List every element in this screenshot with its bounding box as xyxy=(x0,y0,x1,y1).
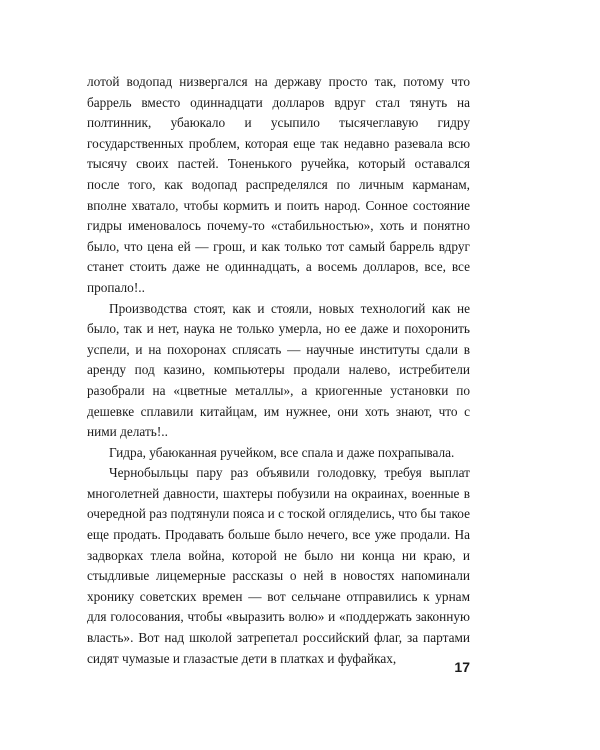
body-text xyxy=(87,72,470,669)
page-number: 17 xyxy=(454,659,470,675)
paragraph-3: Гидра, убаюканная ручейком, все спала и даже похрапывала. xyxy=(109,444,455,460)
paragraph-2: Производства стоят, как и стояли, новых технологий как не было, так и нет, наука не только умерла, но ее даже и похоронить успели, и на похоронах сплясать — научные институты сдали в аренду под казино, компьютеры продали налево, истребители разобрали на «цветные металлы», а криогенные установки по дешевке сплавили китайцам, им нужнее, они хоть знают, что с ними делать!.. xyxy=(87,300,470,440)
paragraph-1: лотой водопад низвергался на державу просто так, потому что баррель вместо одиннадцати долларов вдруг стал тянуть на полтинник, убаюкало и усыпило тысячеглавую гидру государственных проблем, которая еще так недавно разевала всю тысячу своих пастей. Тоненького ручейка, который оставался после того, как водопад распределялся по личным карманам, вполне хватало, чтобы кормить и поить народ. Сонное состояние гидры именовалось почему-то «стабильностью», хоть и понятно было, что цена ей — грош, и как только тот самый баррель вдруг станет стоить даже не одиннадцать, а восемь долларов, все, все пропало!.. xyxy=(87,74,470,295)
paragraph-4: Чернобыльцы пару раз объявили голодовку, требуя выплат многолетней давности, шахтеры побузили на окраинах, военные в очередной раз подтянули пояса и с тоской огляделись, что бы такое еще продать. Продавать больше было нечего, все уже продали. На задворках тлела война, которой не было ни конца ни краю, и стыдливые лицемерные рассказы о ней в новостях напоминали хронику советских времен — вот сельчане отправились к урнам для голосования, чтобы «выразить волю» и «поддержать законную власть». Вот над школой затрепетал российский флаг, за партами сидят чумазые и глазастые дети в платках и фуфайках, xyxy=(87,465,470,666)
